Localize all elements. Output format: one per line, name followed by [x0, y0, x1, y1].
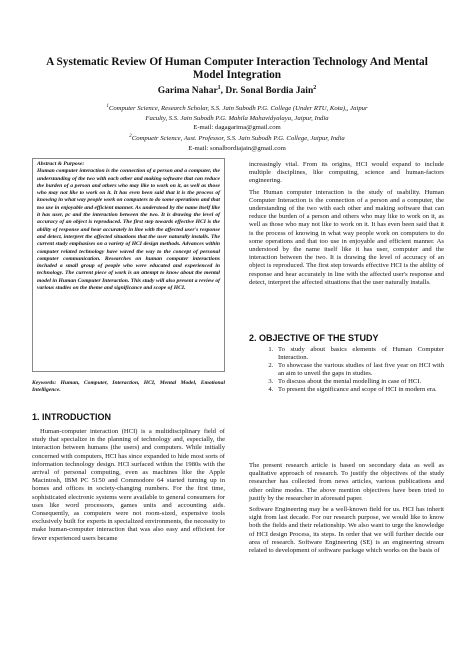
paper-title: A Systematic Review Of Human Computer Interaction Technology And Mental Model Integration: [46, 56, 428, 81]
keywords: Keywords: Human, Computer, Interaction, HCI, Mental Model, Emotional Intelligence.: [32, 380, 225, 394]
affiliation-line: [30, 132, 444, 144]
author-sup: 2: [313, 85, 317, 91]
author-separator: ,: [220, 86, 226, 97]
affiliation-sup: 1: [106, 104, 109, 110]
paragraph: increasingly vital. From its origins, HCI would expand to include multiple disciplines, like computing, science and human-factors engineering.: [249, 161, 444, 185]
list-item: 2. To showcase the various studies of last five year on HCI with an aim to unveil the gaps in studies.: [275, 362, 444, 378]
right-column-body: [249, 161, 444, 290]
affiliation-line: [30, 102, 444, 114]
objectives-list: [249, 346, 444, 395]
paper-header: [30, 56, 444, 153]
author-email: E-mail: dagagarima@gmail.com: [193, 123, 281, 131]
section-heading-introduction: 1. INTRODUCTION: [32, 412, 112, 422]
author-email: E-mail: sonalbordiajain@gmail.com: [188, 144, 286, 152]
section-heading-objective: 2. OBJECTIVE OF THE STUDY: [249, 333, 379, 343]
list-item: 1. To study about basics elements of Human Computer Interaction.: [275, 346, 444, 362]
abstract-box: [32, 158, 225, 372]
affiliation-text: Compuetr Science, Asst. Professor, S.S. Jain Subodh P.G. College, Jaipur, India: [131, 135, 345, 143]
list-item: 3. To discuss about the mental modelling in case of HCI.: [275, 378, 444, 386]
affiliation-sup: 2: [129, 134, 132, 140]
abstract-heading: Abstract & Purpose:: [37, 161, 85, 167]
list-item: 4. To present the significance and scope of HCI in modern era.: [275, 386, 444, 394]
paragraph: The Human computer interaction is the study of usability. Human Computer Interaction is the connection of a person and a computer, the understanding of the two with each other and making software that can reduce the burden of a person and others who may like to work on it, as well as those who may not like to work on it. It has even been said that it is the process of knowing in what way people work on computers to do some operations and that too use in enjoyable and efficient manner. As understood by the name itself like it has user, computer and the interaction between the two. It is drawing the level of accuracy of an object is reproduced. The first step towards effective HCI is the ability of response and hear accurately in line with the affected user's response and detect, interpret the affected situations that the user naturally installs.: [249, 188, 444, 286]
affiliation-line: Faculty, S.S. Jain Subodh P.G. Mahila Mahavidyalaya, Jaipur, India: [145, 114, 329, 122]
paragraph: Software Engineering may be a well-known field for us. HCI has inherit sight from last decade. For our research purpose, we would like to know both the fields and their relationship. We also want to urge the knowledge of HCI design Process, its steps. In order that we will further decide our area of research. Software Engineering (SE) is an engineering stream related to development of software package which works on the basis of: [249, 506, 444, 555]
introduction-body: [32, 428, 225, 546]
author-name: Dr. Sonal Bordia Jain: [225, 86, 314, 97]
abstract-text: Human computer interaction is the connection of a person and a computer, the understanding of the two with each other and making software that can reduce the burden of a person and others who may like to work on it, as well as those who may not like to work on it. It has even been said that it is the process of knowing in what way people work on computers to do some operations and that too use in enjoyable and efficient manner. As understood by the name itself like it has user, pc and the interaction between the two. It is drawing the level of accuracy of an object is reproduced. The first step towards effective HCI is the ability of response and hear accurately in line with the affected user's response and detect, interpret the affected situations that the user naturally installs. The current study emphasises on a variety of HCI design methods. Advances within computer related technology have waved the way to the concept of personal computer communication. Researches on human computer interactions included a small group of people who were educated and experienced in technology. The current piece of work is an attempt to know about the mental model in Human Computer Interaction. This study will also present a review of various studies on the theme and significance and scope of HCI.: [37, 168, 220, 292]
affiliation-text: Computer Science, Research Scholar, S.S. Jain Subodh P.G. College (Under RTU, Kota),, Jaipur: [108, 105, 368, 113]
author-sup: 1: [217, 85, 221, 91]
author-line: [30, 82, 444, 97]
paragraph: Human-computer interaction (HCI) is a multidisciplinary field of study that specialize in the planning of technology and, especially, the interaction between humans (the users) and computers. While initially concerned with computers, HCI has since expanded to hide most sorts of information technology design. HCI surfaced within the 1980s with the arrival of personal computing, even as machines like the Apple Macintosh, IBM PC 5150 and Commodore 64 started turning up in homes and offices in society-changing numbers. For the first time, sophisticated electronic systems were available to general consumers for uses like word processors, games units and accounting aids. Consequently, as computers were not room-sized, expensive tools exclusively built for experts in specialized environments, the necessity to make human-computer interaction that was also easy and efficient for fewer experienced users became: [32, 428, 225, 542]
affiliations: [30, 102, 444, 153]
objectives-block: [249, 346, 444, 395]
author-name: Garima Nahar: [157, 86, 218, 97]
methodology-body: [249, 462, 444, 558]
paragraph: The present research article is based on secondary data as well as qualitative approach of research. To justify the objectives of the study researcher has collected from news articles, various publications and other online modes. The above mention objectives have been tried to justify by the researcher in aforesaid paper.: [249, 462, 444, 502]
